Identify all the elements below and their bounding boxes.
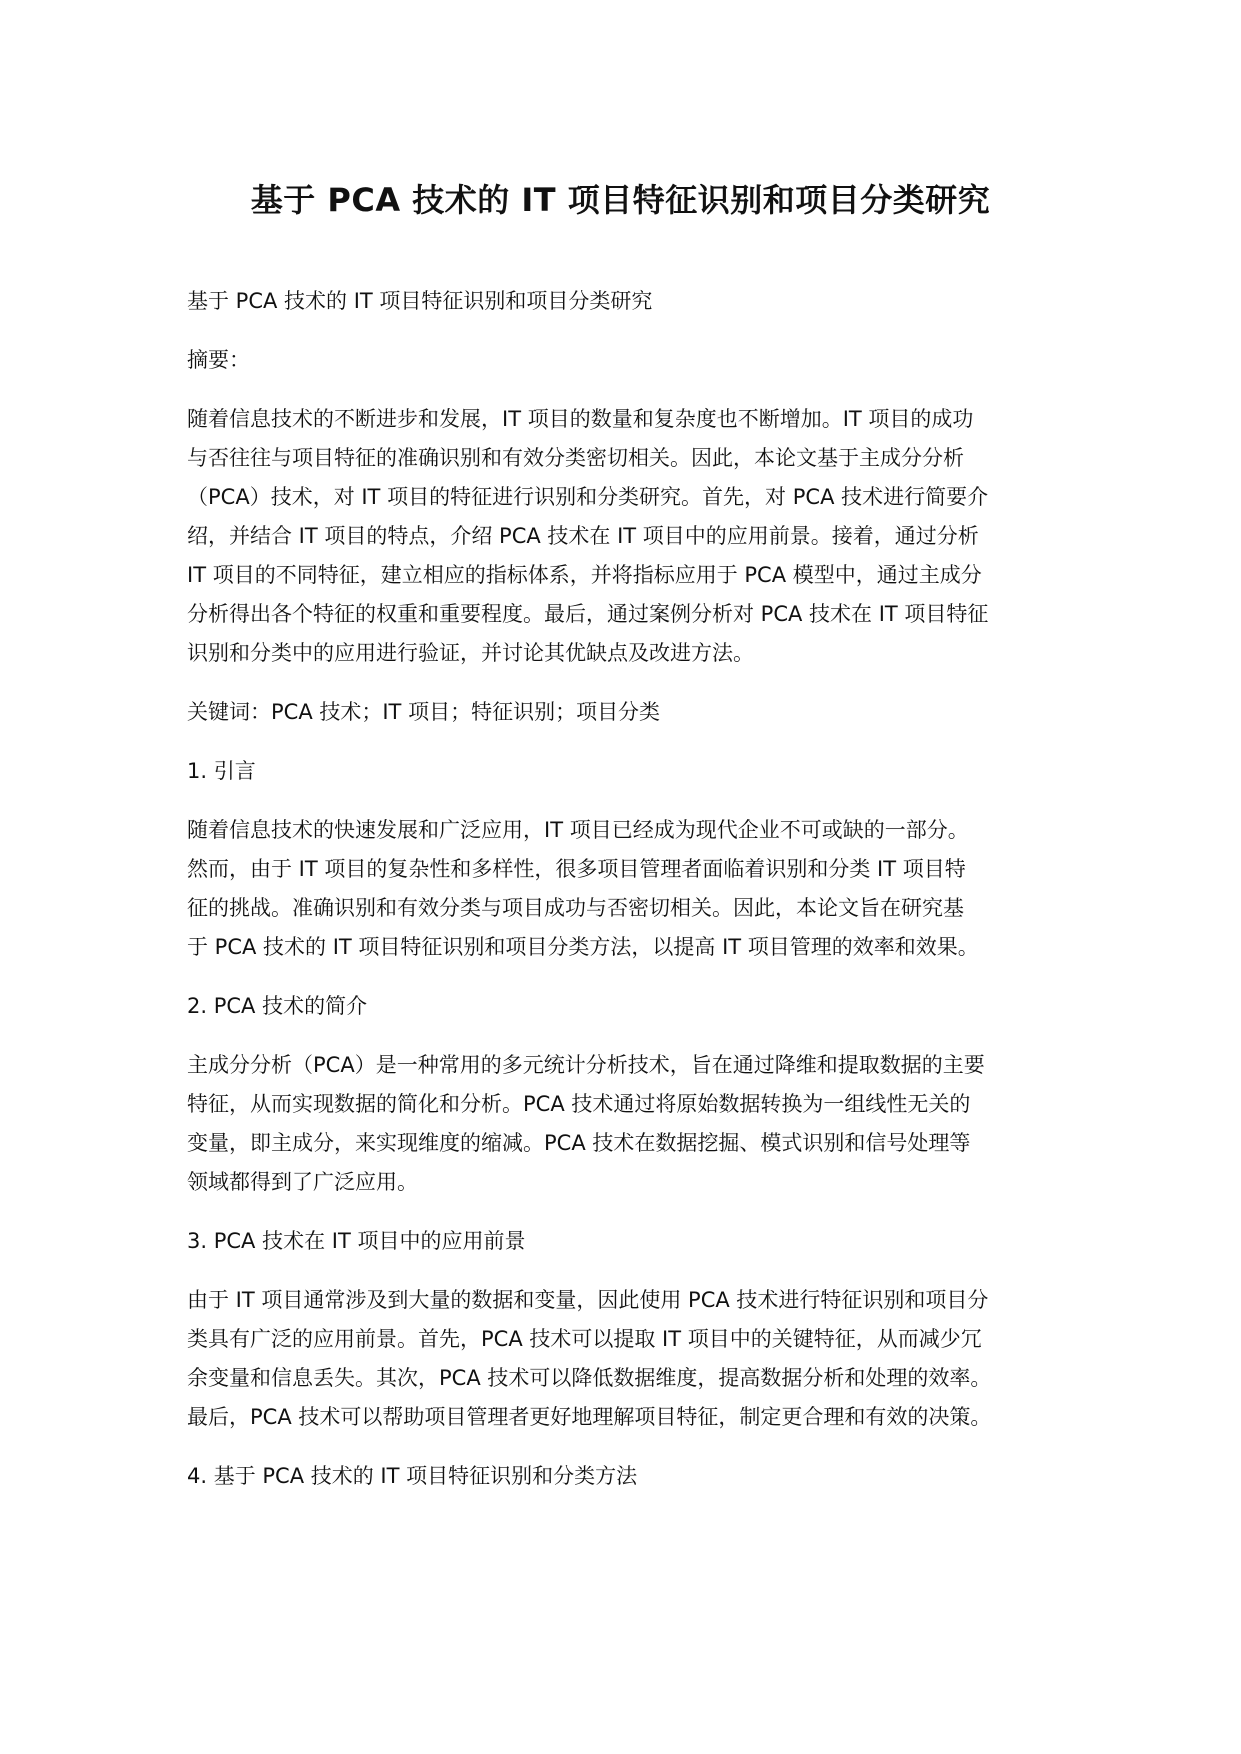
- keywords-line: 关键词：PCA 技术；IT 项目；特征识别；项目分类: [187, 700, 661, 724]
- document-subtitle: 基于 PCA 技术的 IT 项目特征识别和项目分类研究: [187, 289, 653, 313]
- prospects-line: 余变量和信息丢失。其次，PCA 技术可以降低数据维度，提高数据分析和处理的效率。: [187, 1366, 992, 1390]
- introduction-line: 随着信息技术的快速发展和广泛应用，IT 项目已经成为现代企业不可或缺的一部分。: [187, 818, 969, 842]
- introduction-line: 于 PCA 技术的 IT 项目特征识别和项目分类方法，以提高 IT 项目管理的效率和效果。: [187, 935, 979, 959]
- introduction-paragraph: [187, 811, 1067, 967]
- abstract-line: （PCA）技术，对 IT 项目的特征进行识别和分类研究。首先，对 PCA 技术进行简要介: [187, 485, 989, 509]
- introduction-line: 然而，由于 IT 项目的复杂性和多样性，很多项目管理者面临着识别和分类 IT 项目特: [187, 857, 966, 881]
- abstract-line: 随着信息技术的不断进步和发展，IT 项目的数量和复杂度也不断增加。IT 项目的成功: [187, 407, 974, 431]
- section-heading-method: 4. 基于 PCA 技术的 IT 项目特征识别和分类方法: [187, 1464, 638, 1488]
- abstract-line: 与否往往与项目特征的准确识别和有效分类密切相关。因此，本论文基于主成分分析: [187, 446, 964, 470]
- document-title: 基于 PCA 技术的 IT 项目特征识别和项目分类研究: [250, 181, 991, 219]
- pca-intro-line: 特征，从而实现数据的简化和分析。PCA 技术通过将原始数据转换为一组线性无关的: [187, 1092, 971, 1116]
- abstract-line: 识别和分类中的应用进行验证，并讨论其优缺点及改进方法。: [187, 641, 754, 665]
- section-heading-prospects: 3. PCA 技术在 IT 项目中的应用前景: [187, 1229, 526, 1253]
- section-heading-pca-intro: 2. PCA 技术的简介: [187, 994, 368, 1018]
- pca-intro-line: 主成分分析（PCA）是一种常用的多元统计分析技术，旨在通过降维和提取数据的主要: [187, 1053, 985, 1077]
- abstract-line: IT 项目的不同特征，建立相应的指标体系，并将指标应用于 PCA 模型中，通过主成分: [187, 563, 982, 587]
- abstract-line: 分析得出各个特征的权重和重要程度。最后，通过案例分析对 PCA 技术在 IT 项目特征: [187, 602, 989, 626]
- abstract-heading: 摘要：: [187, 348, 250, 372]
- introduction-line: 征的挑战。准确识别和有效分类与项目成功与否密切相关。因此，本论文旨在研究基: [187, 896, 964, 920]
- document-body: [187, 282, 1067, 1516]
- prospects-line: 类具有广泛的应用前景。首先，PCA 技术可以提取 IT 项目中的关键特征，从而减少冗: [187, 1327, 982, 1351]
- pca-intro-paragraph: [187, 1046, 1067, 1202]
- prospects-line: 最后，PCA 技术可以帮助项目管理者更好地理解项目特征，制定更合理和有效的决策。: [187, 1405, 992, 1429]
- abstract-paragraph: [187, 400, 1067, 673]
- section-heading-introduction: 1. 引言: [187, 759, 256, 783]
- pca-intro-line: 变量，即主成分，来实现维度的缩减。PCA 技术在数据挖掘、模式识别和信号处理等: [187, 1131, 971, 1155]
- prospects-line: 由于 IT 项目通常涉及到大量的数据和变量，因此使用 PCA 技术进行特征识别和项目分: [187, 1288, 989, 1312]
- abstract-line: 绍，并结合 IT 项目的特点，介绍 PCA 技术在 IT 项目中的应用前景。接着，通过分析: [187, 524, 979, 548]
- prospects-paragraph: [187, 1281, 1067, 1437]
- pca-intro-line: 领域都得到了广泛应用。: [187, 1170, 418, 1194]
